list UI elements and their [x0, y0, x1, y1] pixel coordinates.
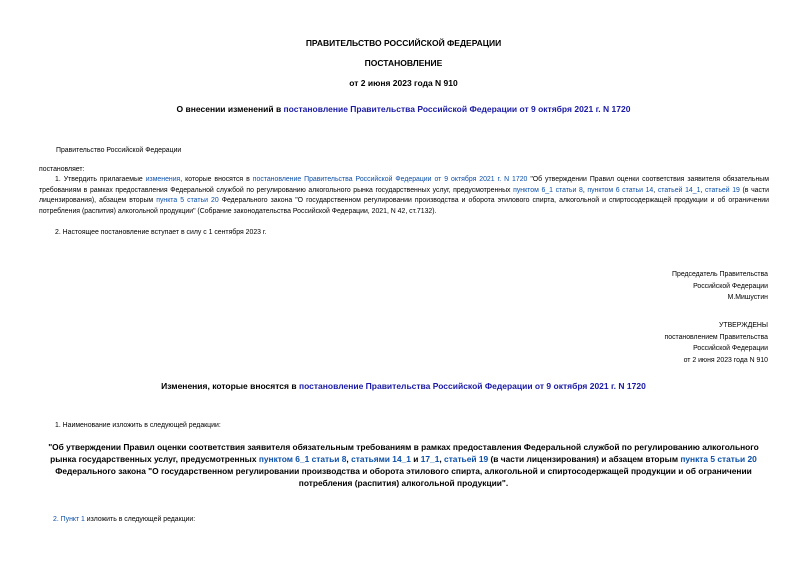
- p1-link-art8[interactable]: пунктом 6_1 статьи 8: [513, 186, 583, 194]
- quote-text-e: (в части лицензирования) и абзацем вторым: [488, 454, 681, 464]
- quote-text-c: и: [410, 454, 421, 464]
- signature-block: [672, 269, 768, 304]
- p1-text-g: (в части лицензирования), абзацем вторым: [39, 186, 769, 204]
- changes-item-2: [53, 515, 195, 525]
- quote-text-f: Федерального закона "О государственном регулировании производства и оборота этилового спирта, алкогольной и спиртосодержащей продукции и об ограничении потребления (распития) алкогольной продукции".: [55, 466, 752, 488]
- p1-text-d: ,: [582, 186, 588, 194]
- p1-text-f: ,: [700, 186, 705, 194]
- p1-link-changes[interactable]: изменения: [145, 176, 181, 183]
- approved-line-3: Российской Федерации: [693, 345, 768, 352]
- approved-line-4: от 2 июня 2023 года N 910: [683, 356, 768, 364]
- p1-text-h: Федерального закона "О государственном регулировании производства и оборота этилового спирта, алкогольной и спиртосодержащей продукции и об ограничении потребления (распития) алкогольной продукции" (Собрание законодательства Российской Федерации, 2021, N 42, ст.7132).: [39, 197, 769, 215]
- doc-title-link[interactable]: постановление Правительства Российской Федерации от 9 октября 2021 г. N 1720: [283, 104, 631, 114]
- p1-link-decree[interactable]: постановление Правительства Российской Федерации от 9 октября 2021 г. N 1720: [252, 176, 528, 183]
- approved-block: [665, 320, 769, 366]
- doc-date-number: от 2 июня 2023 года N 910: [349, 78, 458, 88]
- item2-link[interactable]: Пункт 1: [60, 516, 85, 523]
- p1-text-c: "Об утверждении Правил оценки соответствия заявителя обязательным требованиям в рамках предоставления Федеральной службой по регулированию алкогольного рынка государственных услуг, предусмотренных: [39, 176, 769, 194]
- changes-title: [0, 381, 807, 391]
- changes-item-1: 1. Наименование изложить в следующей редакции:: [55, 422, 221, 429]
- doc-title: [0, 104, 807, 114]
- quote-link-art20[interactable]: пункта 5 статьи 20: [680, 454, 757, 464]
- p1-text-e: ,: [653, 186, 658, 194]
- paragraph-2: 2. Настоящее постановление вступает в силу с 1 сентября 2023 г.: [55, 229, 267, 236]
- p1-link-art14[interactable]: пунктом 6 статьи 14: [587, 186, 654, 194]
- approved-line-1: УТВЕРЖДЕНЫ: [719, 322, 768, 329]
- quote-text-d: ,: [439, 454, 445, 464]
- government-line: Правительство Российской Федерации: [56, 147, 182, 154]
- signature-country: Российской Федерации: [693, 282, 768, 290]
- new-title-quote: [40, 441, 767, 489]
- approved-line-2: постановлением Правительства: [664, 333, 768, 341]
- signature-name: М.Мишустин: [727, 294, 768, 301]
- quote-text-a: "Об утверждении Правил оценки соответствия заявителя обязательным требованиям в рамках предоставления Федеральной службой по регулированию алкогольного рынка государственных услуг, предусмотренных: [48, 442, 759, 464]
- p1-link-art20[interactable]: пункта 5 статьи 20: [156, 197, 219, 204]
- doc-type-heading: ПОСТАНОВЛЕНИЕ: [364, 58, 443, 68]
- quote-link-17-1[interactable]: 17_1: [420, 454, 440, 464]
- item2-rest: изложить в следующей редакции:: [84, 516, 196, 523]
- quote-link-art14-1[interactable]: статьями 14_1: [351, 454, 411, 464]
- decrees-line: постановляет:: [39, 166, 85, 173]
- p1-link-art14-1[interactable]: статьей 14_1: [657, 186, 701, 194]
- doc-title-prefix: О внесении изменений в: [176, 104, 284, 114]
- quote-text-b: ,: [346, 454, 352, 464]
- item2-number: 2.: [53, 516, 61, 523]
- p1-text-b: , которые вносятся в: [180, 176, 253, 183]
- signature-title: Председатель Правительства: [672, 271, 768, 278]
- p1-text-a: 1. Утвердить прилагаемые: [55, 176, 146, 183]
- quote-link-art19[interactable]: статьей 19: [444, 454, 489, 464]
- org-heading: ПРАВИТЕЛЬСТВО РОССИЙСКОЙ ФЕДЕРАЦИИ: [305, 38, 502, 48]
- changes-title-prefix: Изменения, которые вносятся в: [161, 381, 299, 391]
- p1-link-art19[interactable]: статьей 19: [704, 186, 740, 194]
- quote-link-art8[interactable]: пунктом 6_1 статьи 8: [258, 454, 347, 464]
- changes-title-link[interactable]: постановление Правительства Российской Федерации от 9 октября 2021 г. N 1720: [298, 381, 646, 391]
- paragraph-1: [39, 175, 769, 217]
